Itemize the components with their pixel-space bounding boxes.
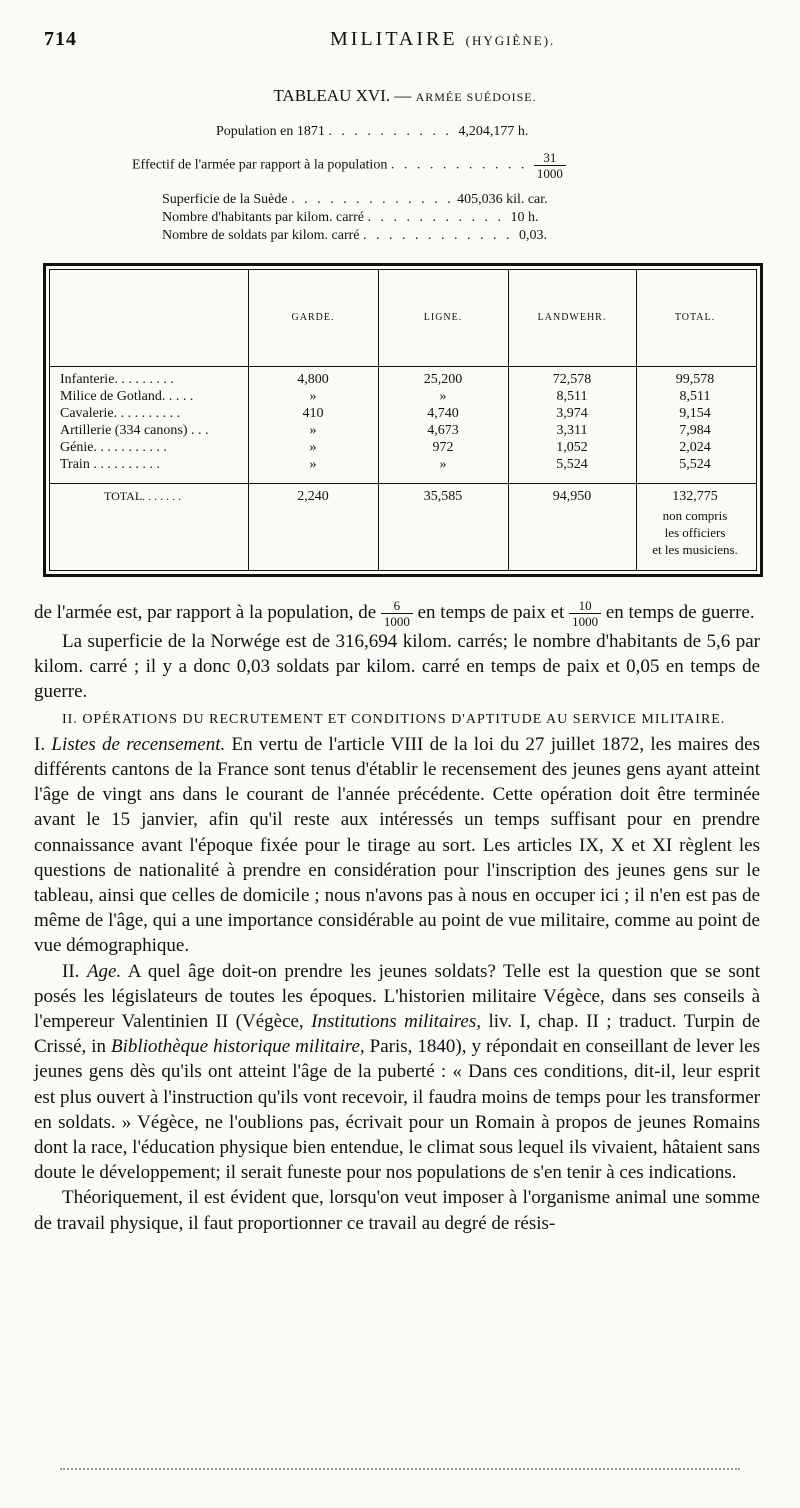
table-cell: 1,052 [556,440,588,455]
total-cell: 2,240 [297,489,329,504]
table-cell: » [309,457,317,472]
total-cell: 94,950 [552,489,592,504]
running-title [330,28,555,51]
table-cell: 25,200 [423,372,463,387]
stat-label: Nombre de soldats par kilom. carré [162,228,360,243]
table-cell: 72,578 [552,372,592,387]
stat-label: Population en 1871 [216,124,325,139]
col-header-total: TOTAL. [674,312,716,323]
stat-label: Nombre d'habitants par kilom. carré [162,210,364,225]
paragraph-age: II. Age. A quel âge doit-on prendre les jeunes soldats? Telle est la question que se sont posés les législateurs de toutes les époques. L'historien militaire Végèce, dans ses conseils à l'empereur Valentinien II (Végèce, Institutions militaires, liv. I, chap. II ; traduct. Turpin de Crissé, in Bibliothèque historique militaire, Paris, 1840), y répondait en conseillant de lever les jeunes gens dès qu'ils ont atteint l'âge de la puberté : « Dans ces conditions, dit-il, leur esprit est plus ouvert à l'instruction qu'ils vont recevoir, il faudra moins de temps pour les transformer en soldats. » Végèce, ne l'oublions pas, écrivait pour un Romain à propos de jeunes Romains dont la race, l'éducation physique bien entendue, le climat sous lequel ils vivaient, hâtaient sans doute le développement; il serait funeste pour nos populations de s'en tenir à ces indications. [34,960,761,1184]
running-title-sub: (HYGIÈNE). [465,33,556,48]
table-title-main: TABLEAU XVI. — [273,86,412,105]
effectif-fraction: $\frac{31}{1000}$ [534,150,566,181]
footer-rule [60,1468,740,1472]
paragraph-norway: La superficie de la Norwége est de 316,694 kilom. carrés; le nombre d'habitants de 5,6 par kilom. carré ; il y a donc 0,03 soldats par kilom. carré en temps de paix et 0,05 en temps de guerre. [34,631,760,703]
row-label: Milice de Gotland. . . . . [60,389,194,404]
page-number: 714 [44,28,77,50]
table-cell: 410 [302,406,324,421]
table-cell: » [309,389,317,404]
stat-label: Effectif de l'armée par rapport à la population [132,157,388,173]
table-cell: 8,511 [556,389,588,404]
table-cell: 99,578 [675,372,715,387]
col-header-ligne: LIGNE. [423,312,463,323]
table-cell: 4,800 [297,372,329,387]
paragraph-recensement: I. Listes de recensement. En vertu de l'article VIII de la loi du 27 juillet 1872, les maires des différents cantons de la France sont tenus d'établir le recensement des jeunes gens ayant atteint l'âge de vingt ans dans le courant de l'année précédente. Cette opération doit être terminée avant le 15 janvier, afin qu'il reste aux intéressés un temps suffisant pour en prendre connaissance avant l'époque fixée pour le tirage au sort. Les articles IX, X et XI règlent les questions de nationalité à prendre en considération pour l'inscription des jeunes gens sur le tableau, ainsi que celles de domicile ; nous n'avons pas à nous en occuper ici ; il n'en est pas de même de l'âge, qui a une importance considérable au point de vue militaire, comme au point de vue démographique. [34,733,761,957]
total-note: non compris les officiers et les musiciens. [652,508,738,557]
total-row-label: TOTAL. . . . . . . [104,489,182,503]
war-fraction: $\frac{10}{1000}$ [569,598,601,629]
running-title-main: MILITAIRE [330,28,458,50]
stat-superficie: Superficie de la Suède . . . . . . . . . . . . . 405,036 kil. car. [162,192,548,207]
paragraph-army-ratio: de l'armée est, par rapport à la population, de $\frac{6}{1000}$ en temps de paix et $\frac{10}{1000}$ en temps de guerre. [34,598,755,629]
section-heading: II. OPÉRATIONS DU RECRUTEMENT ET CONDITIONS D'APTITUDE AU SERVICE MILITAIRE. [62,711,726,727]
stat-value: 0,03. [519,228,547,243]
stat-soldats: Nombre de soldats par kilom. carré . . . . . . . . . . . . 0,03. [162,228,547,243]
table-cell: 4,740 [427,406,459,421]
table-cell: 5,524 [679,457,711,472]
army-table [43,263,763,577]
table-cell: 2,024 [679,440,711,455]
row-label: Génie. . . . . . . . . . . [60,440,167,455]
row-label: Artillerie (334 canons) . . . [60,423,209,438]
table-cell: 8,511 [679,389,711,404]
col-header-landwehr: LANDWEHR. [537,312,607,323]
table-cell: 4,673 [427,423,459,438]
table-cell: 9,154 [679,406,711,421]
table-cell: 5,524 [556,457,588,472]
table-cell: 7,984 [679,423,711,438]
table-title [0,86,800,106]
stat-population: Population en 1871 . . . . . . . . . . 4,204,177 h. [216,124,529,139]
table-cell: » [309,423,317,438]
row-label: Cavalerie. . . . . . . . . . [60,406,181,421]
table-cell: » [309,440,317,455]
table-cell: 3,311 [556,423,588,438]
table-cell: » [439,457,447,472]
row-label: Train . . . . . . . . . . [60,457,160,472]
table-cell: 3,974 [556,406,588,421]
stat-label: Superficie de la Suède [162,192,288,207]
table-cell: 972 [432,440,454,455]
row-label: Infanterie. . . . . . . . . [60,372,174,387]
total-cell: 132,775 [672,489,718,504]
table-title-sub: ARMÉE SUÉDOISE. [415,90,537,104]
body-text [34,598,760,1236]
table-cell: » [439,389,447,404]
stat-habitants: Nombre d'habitants par kilom. carré . . . . . . . . . . . 10 h. [162,210,539,225]
stat-effectif: Effectif de l'armée par rapport à la population . . . . . . . . . . . $\frac{31}{1000}$ [132,150,566,181]
stat-value: 405,036 kil. car. [457,192,548,207]
stat-value: 4,204,177 h. [458,124,529,139]
stat-value: 10 h. [510,210,539,225]
peace-fraction: $\frac{6}{1000}$ [381,598,413,629]
total-cell: 35,585 [423,489,463,504]
running-header [40,28,760,54]
col-header-garde: GARDE. [291,312,335,323]
paragraph-theory: Théoriquement, il est évident que, lorsqu'on veut imposer à l'organisme animal une somme de travail physique, il faut proportionner ce travail au degré de résis- [34,1187,760,1234]
